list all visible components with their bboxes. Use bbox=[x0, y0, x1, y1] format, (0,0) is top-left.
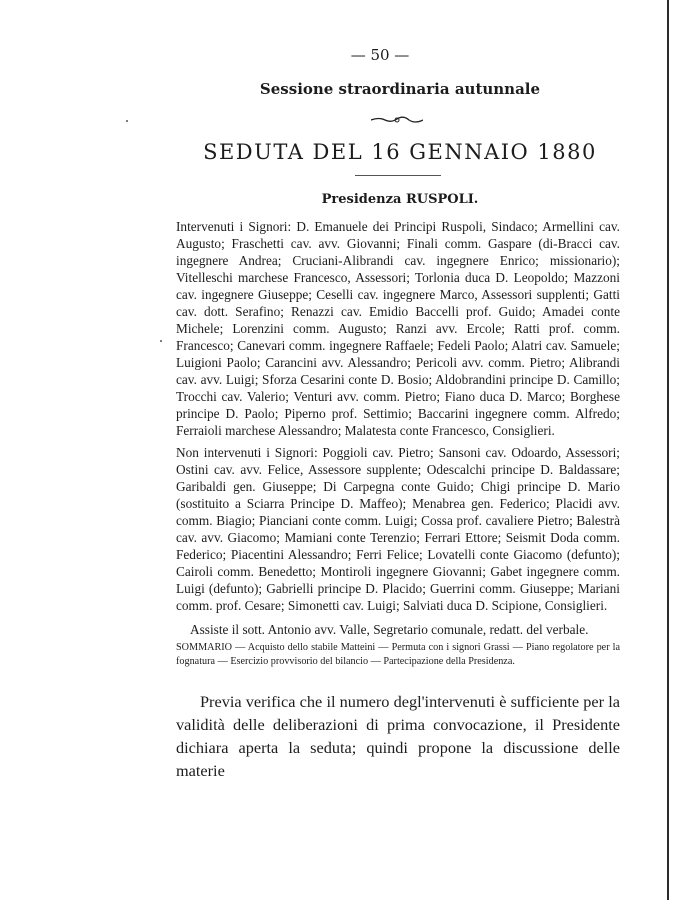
seduta-title: SEDUTA DEL 16 GENNAIO 1880 bbox=[203, 140, 597, 164]
non-intervenuti-paragraph: Non intervenuti i Signori: Poggioli cav. Pietro; Sansoni cav. Odoardo, Assessori; Ostini cav. avv. Felice, Assessore supplente; Odescalchi principe D. Baldassare; Garibaldi gen. Giuseppe; Di Carpegna conte Guido; Chigi principe D. Mario (sostituito a Sciarra Principe D. Maffeo); Menabrea gen. Federico; Placidi avv. comm. Biagio; Pianciani conte comm. Luigi; Cossa prof. cavaliere Pietro; Balestrà cav. avv. Giacomo; Mamiani conte Terenzio; Ferrari Ettore; Seismit Doda comm. Federico; Piacentini Alessandro; Ferri Felice; Lovatelli conte Giacomo (defunto); Cairoli comm. Benedetto; Montiroli ingegnere Giovanni; Gabet ingegnere comm. Luigi (defunto); Gabrielli principe D. Placido; Guerrini comm. Giuseppe; Mariani comm. prof. Cesare; Simonetti cav. Luigi; Salviati duca D. Scipione, Consiglieri. bbox=[176, 445, 620, 613]
assiste-line: Assiste il sott. Antonio avv. Valle, Segretario comunale, redatt. del verbale. bbox=[190, 622, 589, 637]
page-edge-line bbox=[667, 0, 669, 900]
speck bbox=[126, 120, 128, 122]
ornament-flourish bbox=[371, 114, 423, 126]
speck bbox=[160, 340, 162, 342]
page-number: — 50 — bbox=[350, 46, 410, 64]
divider bbox=[355, 175, 441, 176]
body-paragraph: Previa verifica che il numero degl'intervenuti è sufficiente per la validità delle deliberazioni di prima convocazione, il Presidente dichiara aperta la seduta; quindi propone la discussione delle materie bbox=[176, 692, 620, 780]
session-title: Sessione straordinaria autunnale bbox=[259, 80, 541, 98]
intervenuti-paragraph: Intervenuti i Signori: D. Emanuele dei Principi Ruspoli, Sindaco; Armellini cav. Augusto; Fraschetti cav. avv. Giovanni; Finali comm. Gaspare (di-Bracci cav. ingegnere Andrea; Cruciani-Alibrandi cav. ingegnere Enrico; missionario); Vitelleschi marchese Francesco, Assessori; Torlonia duca D. Leopoldo; Mazzoni cav. ingegnere Giuseppe; Ceselli cav. ingegnere Marco, Assessori supplenti; Gatti cav. dott. Serafino; Renazzi cav. Emidio Baccelli prof. Guido; Amadei conte Michele; Lorenzini comm. Augusto; Ranzi avv. Ercole; Ratti prof. comm. Francesco; Canevari comm. ingegnere Raffaele; Fedeli Paolo; Alatri cav. Samuele; Luigioni Paolo; Carancini avv. Alessandro; Pericoli avv. comm. Pietro; Alibrandi cav. avv. Luigi; Sforza Cesarini conte D. Bosio; Aldobrandini principe D. Camillo; Trocchi cav. Valerio; Venturi avv. comm. Pietro; Fiano duca D. Marco; Borghese principe D. Paolo; Piperno prof. Settimio; Baccarini ingegnere comm. Alfredo; Ferraioli marchese Alessandro; Malatesta conte Francesco, Consiglieri. bbox=[176, 219, 620, 438]
presidenza-heading: Presidenza RUSPOLI. bbox=[321, 192, 479, 207]
sommario-summary: SOMMARIO — Acquisto dello stabile Matteini — Permuta con i signori Grassi — Piano regolatore per la fognatura — Esercizio provvisorio del bilancio — Partecipazione della Presidenza. bbox=[176, 642, 620, 667]
